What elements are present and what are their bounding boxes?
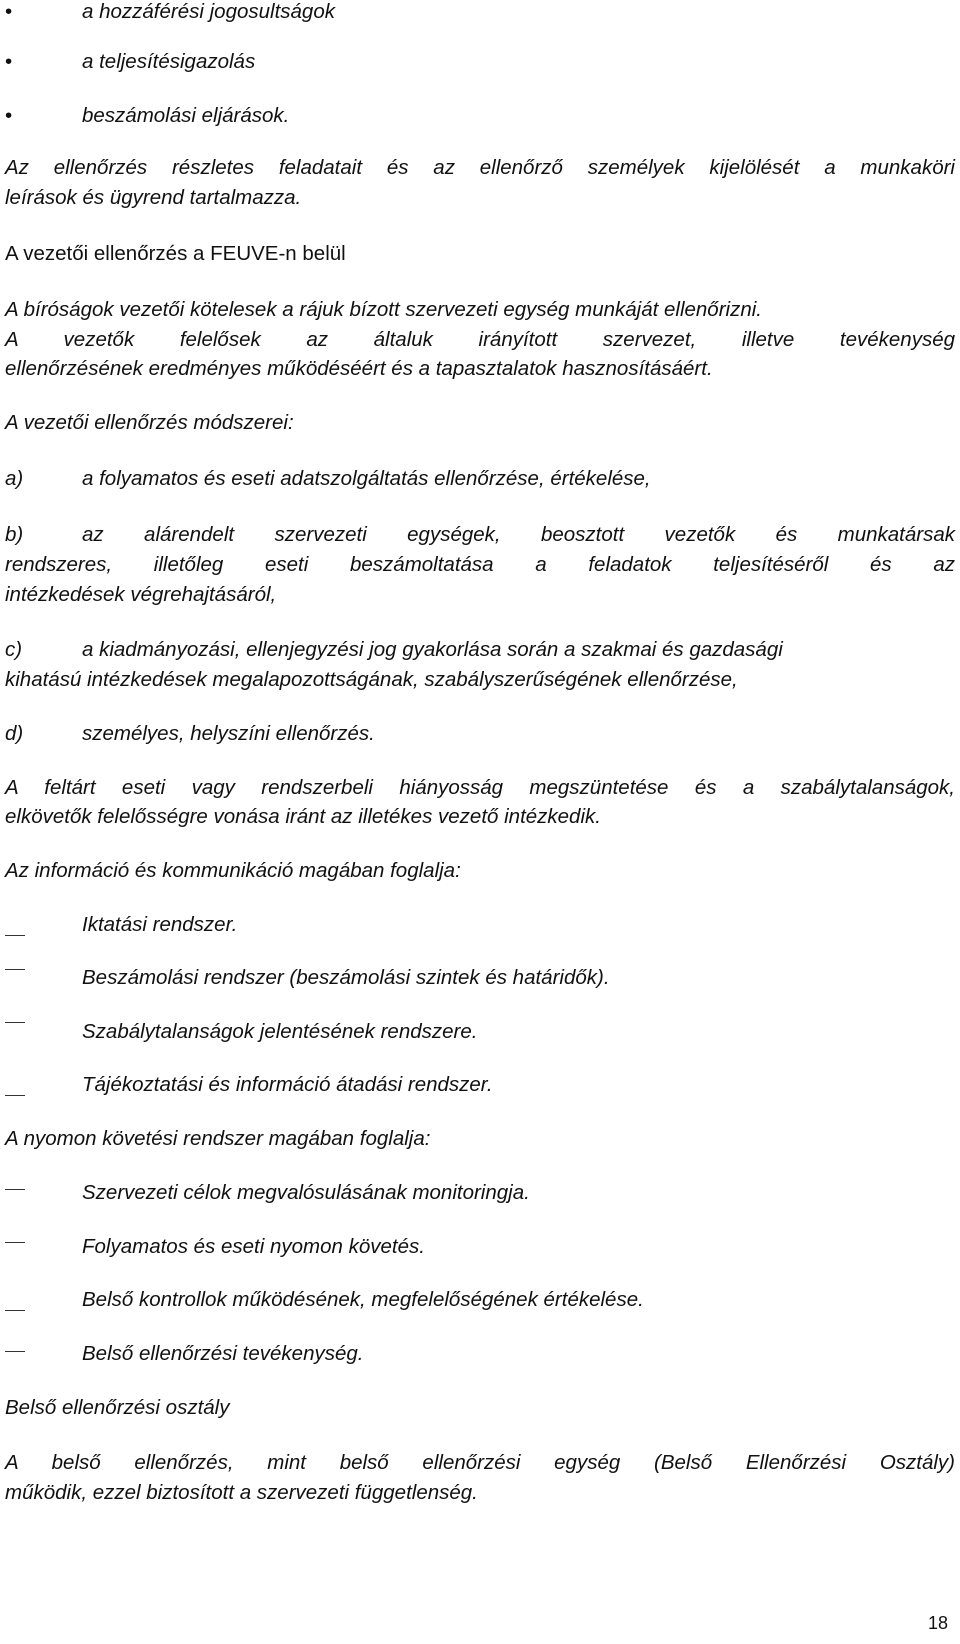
bullet-item: beszámolási eljárások.: [82, 104, 290, 127]
bullet-item: a hozzáférési jogosultságok: [82, 0, 335, 23]
bullet-item: a teljesítésigazolás: [82, 50, 256, 73]
page-number: 18: [927, 1613, 948, 1633]
methods-title: A vezetői ellenőrzés módszerei:: [5, 411, 294, 434]
monitoring-item: Szervezeti célok megvalósulásának monitoringja.: [82, 1181, 530, 1204]
method-item: a folyamatos és eseti adatszolgáltatás ellenőrzése, értékelése,: [82, 467, 651, 490]
internal-audit-title: Belső ellenőrzési osztály: [5, 1396, 230, 1419]
method-item: személyes, helyszíni ellenőrzés.: [82, 722, 375, 745]
list-marker: d): [5, 722, 24, 745]
method-item-line: intézkedések végrehajtásáról,: [5, 583, 277, 606]
monitoring-item: Folyamatos és eseti nyomon követés.: [82, 1235, 425, 1258]
dash-icon: [5, 1095, 25, 1096]
dash-icon: [5, 1242, 25, 1243]
list-marker: a): [5, 467, 24, 490]
paragraph-line: elkövetők felelősségre vonása iránt az illetékes vezető intézkedik.: [5, 805, 601, 828]
paragraph-line: leírások és ügyrend tartalmazza.: [5, 186, 302, 209]
info-title: Az információ és kommunikáció magában foglalja:: [5, 859, 461, 882]
info-item: Beszámolási rendszer (beszámolási szintek és határidők).: [82, 966, 610, 989]
monitoring-title: A nyomon követési rendszer magában foglalja:: [5, 1127, 431, 1150]
paragraph-line: A belső ellenőrzés, mint belső ellenőrzési egység (Belső Ellenőrzési Osztály): [5, 1451, 955, 1474]
method-item: az alárendelt szervezeti egységek, beosztott vezetők és munkatársak: [82, 523, 955, 546]
bullet-icon: •: [5, 0, 13, 23]
bullet-icon: •: [5, 104, 13, 127]
dash-icon: [5, 1310, 25, 1311]
paragraph-line: ellenőrzésének eredményes működéséért és a tapasztalatok hasznosításáért.: [5, 357, 713, 380]
dash-icon: [5, 935, 25, 936]
info-item: Tájékoztatási és információ átadási rendszer.: [82, 1073, 493, 1096]
paragraph-line: A bíróságok vezetői kötelesek a rájuk bízott szervezeti egység munkáját ellenőrizni.: [5, 298, 762, 321]
paragraph-line: A vezetők felelősek az általuk irányított szervezet, illetve tevékenység: [5, 328, 955, 351]
info-item: Iktatási rendszer.: [82, 913, 238, 936]
bullet-icon: •: [5, 50, 13, 73]
method-item-line: rendszeres, illetőleg eseti beszámoltatása a feladatok teljesítéséről és az: [5, 553, 955, 576]
method-item-line: kihatású intézkedések megalapozottságának, szabályszerűségének ellenőrzése,: [5, 668, 738, 691]
monitoring-item: Belső kontrollok működésének, megfelelőségének értékelése.: [82, 1288, 644, 1311]
info-item: Szabálytalanságok jelentésének rendszere.: [82, 1020, 478, 1043]
paragraph-line: Az ellenőrzés részletes feladatait és az ellenőrző személyek kijelölését a munkaköri: [5, 156, 955, 179]
dash-icon: [5, 969, 25, 970]
dash-icon: [5, 1351, 25, 1352]
section-heading: A vezetői ellenőrzés a FEUVE-n belül: [5, 242, 346, 265]
dash-icon: [5, 1022, 25, 1023]
method-item: a kiadmányozási, ellenjegyzési jog gyakorlása során a szakmai és gazdasági: [82, 638, 783, 661]
monitoring-item: Belső ellenőrzési tevékenység.: [82, 1342, 364, 1365]
paragraph-line: A feltárt eseti vagy rendszerbeli hiányosság megszüntetése és a szabálytalanságok,: [5, 776, 955, 799]
dash-icon: [5, 1189, 25, 1190]
list-marker: b): [5, 523, 24, 546]
paragraph-line: működik, ezzel biztosított a szervezeti függetlenség.: [5, 1481, 478, 1504]
list-marker: c): [5, 638, 23, 661]
